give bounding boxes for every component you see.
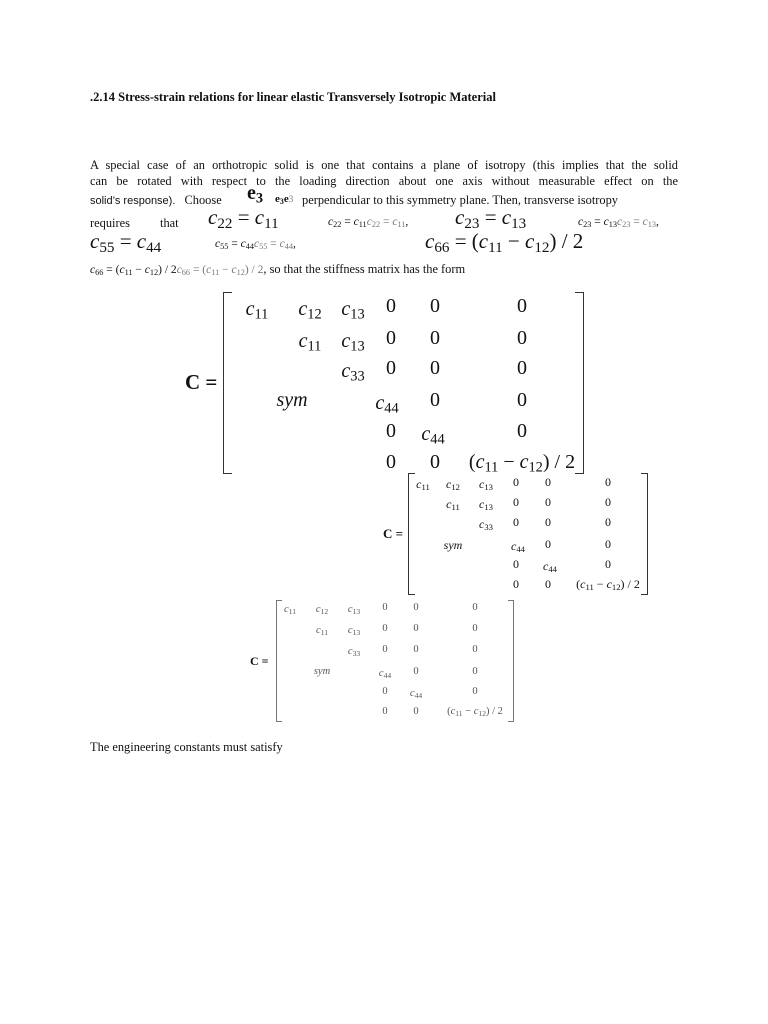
paragraph-line-3 bbox=[90, 193, 222, 208]
matrix-cell: 0 bbox=[472, 666, 478, 677]
eq-c55-small: $c_{55} = c_{44}c_{55} = c_{44}$, bbox=[215, 238, 296, 252]
matrix-cell: $c_{12}$ bbox=[446, 477, 460, 493]
matrix-cell: 0 bbox=[382, 706, 388, 717]
matrix-cell: 0 bbox=[386, 295, 396, 317]
matrix-cell: $(c_{11} - c_{12}) / 2$ bbox=[468, 451, 576, 476]
right-bracket bbox=[575, 292, 584, 474]
eq-c55-large: $c_{55} = c_{44}$ bbox=[90, 229, 162, 256]
eq-c66-small: $c_{66} = (c_{11} - c_{12}) / 2c_{66} = (c_{11} - c_{12}) / 2$ bbox=[90, 264, 264, 278]
matrix-cell: $c_{11}$ bbox=[316, 625, 328, 637]
basis-vector-e3-large: $e_3$ bbox=[247, 182, 264, 207]
matrix-cell: $c_{44}$ bbox=[409, 688, 423, 700]
matrix-cell: 0 bbox=[513, 495, 519, 509]
matrix-cell: $c_{44}$ bbox=[543, 559, 557, 575]
line6-suffix: , so that the stiffness matrix has the form bbox=[263, 262, 466, 276]
matrix-cell: $c_{44}$ bbox=[511, 539, 525, 555]
matrix-cell: 0 bbox=[513, 577, 519, 591]
matrix-cell: 0 bbox=[430, 451, 440, 473]
matrix-cell: 0 bbox=[605, 537, 611, 551]
matrix-cell: 0 bbox=[545, 475, 551, 489]
matrix-cell: 0 bbox=[386, 420, 396, 442]
matrix-cell: 0 bbox=[382, 686, 388, 697]
matrix-cell: 0 bbox=[513, 475, 519, 489]
matrix-lhs: C = bbox=[383, 526, 404, 541]
matrix-sym-label: sym bbox=[443, 538, 463, 552]
left-bracket bbox=[276, 600, 282, 722]
matrix-cell: 0 bbox=[517, 295, 527, 317]
eq-c66-large: $c_{66} = (c_{11} - c_{12}) / 2$ bbox=[425, 229, 584, 256]
matrix-cell: 0 bbox=[386, 451, 396, 473]
right-bracket bbox=[641, 473, 648, 595]
eq-c22-large: $c_{22} = c_{11}$ bbox=[208, 205, 279, 232]
eq-c23-large: $c_{23} = c_{13}$ bbox=[455, 205, 527, 232]
matrix-cell: 0 bbox=[605, 495, 611, 509]
matrix-cell: 0 bbox=[430, 327, 440, 349]
matrix-cell: 0 bbox=[386, 357, 396, 379]
matrix-cell: 0 bbox=[605, 475, 611, 489]
matrix-cell: $c_{13}$ bbox=[479, 497, 493, 513]
matrix-cell: 0 bbox=[545, 495, 551, 509]
eq-c23-small: $c_{23} = c_{13}c_{23} = c_{13}$, bbox=[578, 216, 659, 230]
matrix-cell: 0 bbox=[413, 706, 419, 717]
line4-requires: requires bbox=[90, 216, 130, 230]
matrix-cell: 0 bbox=[382, 623, 388, 634]
matrix-cell: 0 bbox=[472, 686, 478, 697]
matrix-lhs: C = bbox=[250, 654, 269, 668]
footer-text: The engineering constants must satisfy bbox=[90, 740, 283, 754]
matrix-cell: 0 bbox=[413, 602, 419, 613]
left-bracket bbox=[408, 473, 415, 595]
matrix-cell: 0 bbox=[545, 515, 551, 529]
matrix-cell: 0 bbox=[513, 515, 519, 529]
matrix-cell: 0 bbox=[386, 327, 396, 349]
matrix-cell: $c_{44}$ bbox=[421, 423, 445, 448]
stiffness-matrix-small bbox=[250, 600, 525, 724]
matrix-cell: 0 bbox=[382, 644, 388, 655]
matrix-cell: 0 bbox=[517, 357, 527, 379]
matrix-cell: 0 bbox=[605, 557, 611, 571]
matrix-cell: 0 bbox=[472, 644, 478, 655]
paragraph-line-2: can be rotated with respect to the loading direction about one axis without measurable effect on the bbox=[90, 174, 678, 188]
matrix-cell: $c_{44}$ bbox=[375, 392, 399, 417]
matrix-cell: 0 bbox=[545, 577, 551, 591]
matrix-cell: $c_{33}$ bbox=[479, 517, 493, 533]
matrix-cell: 0 bbox=[430, 357, 440, 379]
stiffness-matrix-medium bbox=[383, 473, 653, 597]
matrix-cell: 0 bbox=[382, 602, 388, 613]
line3-suffix: perpendicular to this symmetry plane. Then, transverse isotropy bbox=[302, 193, 618, 207]
matrix-lhs: C = bbox=[185, 370, 218, 394]
matrix-cell: 0 bbox=[430, 295, 440, 317]
stiffness-matrix-large bbox=[185, 292, 585, 474]
matrix-sym-label: sym bbox=[276, 389, 308, 411]
matrix-cell: 0 bbox=[413, 666, 419, 677]
matrix-cell: 0 bbox=[513, 557, 519, 571]
matrix-sym-label: sym bbox=[313, 666, 331, 677]
matrix-cell: $c_{11}$ bbox=[446, 497, 460, 513]
matrix-cell: 0 bbox=[605, 515, 611, 529]
matrix-cell: 0 bbox=[472, 623, 478, 634]
matrix-cell: 0 bbox=[545, 537, 551, 551]
paragraph-line-1: A special case of an orthotropic solid is one that contains a plane of isotropy (this implies that the solid bbox=[90, 158, 678, 172]
matrix-cell: $c_{33}$ bbox=[341, 360, 365, 385]
matrix-cell: 0 bbox=[413, 644, 419, 655]
matrix-cell: $c_{13}$ bbox=[341, 330, 365, 355]
matrix-cell: $c_{13}$ bbox=[479, 477, 493, 493]
line3-prefix: solid’s response). bbox=[90, 195, 176, 207]
matrix-cell: $c_{13}$ bbox=[347, 625, 361, 637]
eq-c22-small: $c_{22} = c_{11}c_{22} = c_{11}$, bbox=[328, 216, 409, 230]
matrix-cell: 0 bbox=[517, 420, 527, 442]
matrix-cell: 0 bbox=[472, 602, 478, 613]
matrix-cell: $c_{11}$ bbox=[416, 477, 430, 493]
matrix-cell: 0 bbox=[517, 327, 527, 349]
left-bracket bbox=[223, 292, 232, 474]
line4-that: that bbox=[160, 216, 179, 230]
matrix-cell: $c_{11}$ bbox=[284, 604, 296, 616]
matrix-cell: $c_{12}$ bbox=[298, 298, 322, 323]
line3-choose: Choose bbox=[184, 193, 222, 207]
matrix-cell: 0 bbox=[517, 389, 527, 411]
matrix-cell: 0 bbox=[413, 623, 419, 634]
matrix-cell: $c_{11}$ bbox=[298, 330, 322, 355]
section-title: .2.14 Stress-strain relations for linear elastic Transversely Isotropic Material bbox=[90, 90, 496, 104]
matrix-cell: $(c_{11} - c_{12}) / 2$ bbox=[576, 577, 640, 593]
paragraph-line-6 bbox=[90, 262, 465, 277]
matrix-cell: $c_{11}$ bbox=[245, 298, 269, 323]
right-bracket bbox=[508, 600, 514, 722]
matrix-cell: $c_{44}$ bbox=[378, 668, 392, 680]
matrix-cell: $c_{13}$ bbox=[347, 604, 361, 616]
matrix-cell: $c_{12}$ bbox=[315, 604, 329, 616]
matrix-cell: 0 bbox=[430, 389, 440, 411]
matrix-cell: $c_{33}$ bbox=[347, 646, 361, 658]
basis-vector-e3-small: $e_3e3$ bbox=[275, 193, 294, 206]
matrix-cell: $c_{13}$ bbox=[341, 298, 365, 323]
matrix-cell: $(c_{11} - c_{12}) / 2$ bbox=[447, 706, 503, 718]
